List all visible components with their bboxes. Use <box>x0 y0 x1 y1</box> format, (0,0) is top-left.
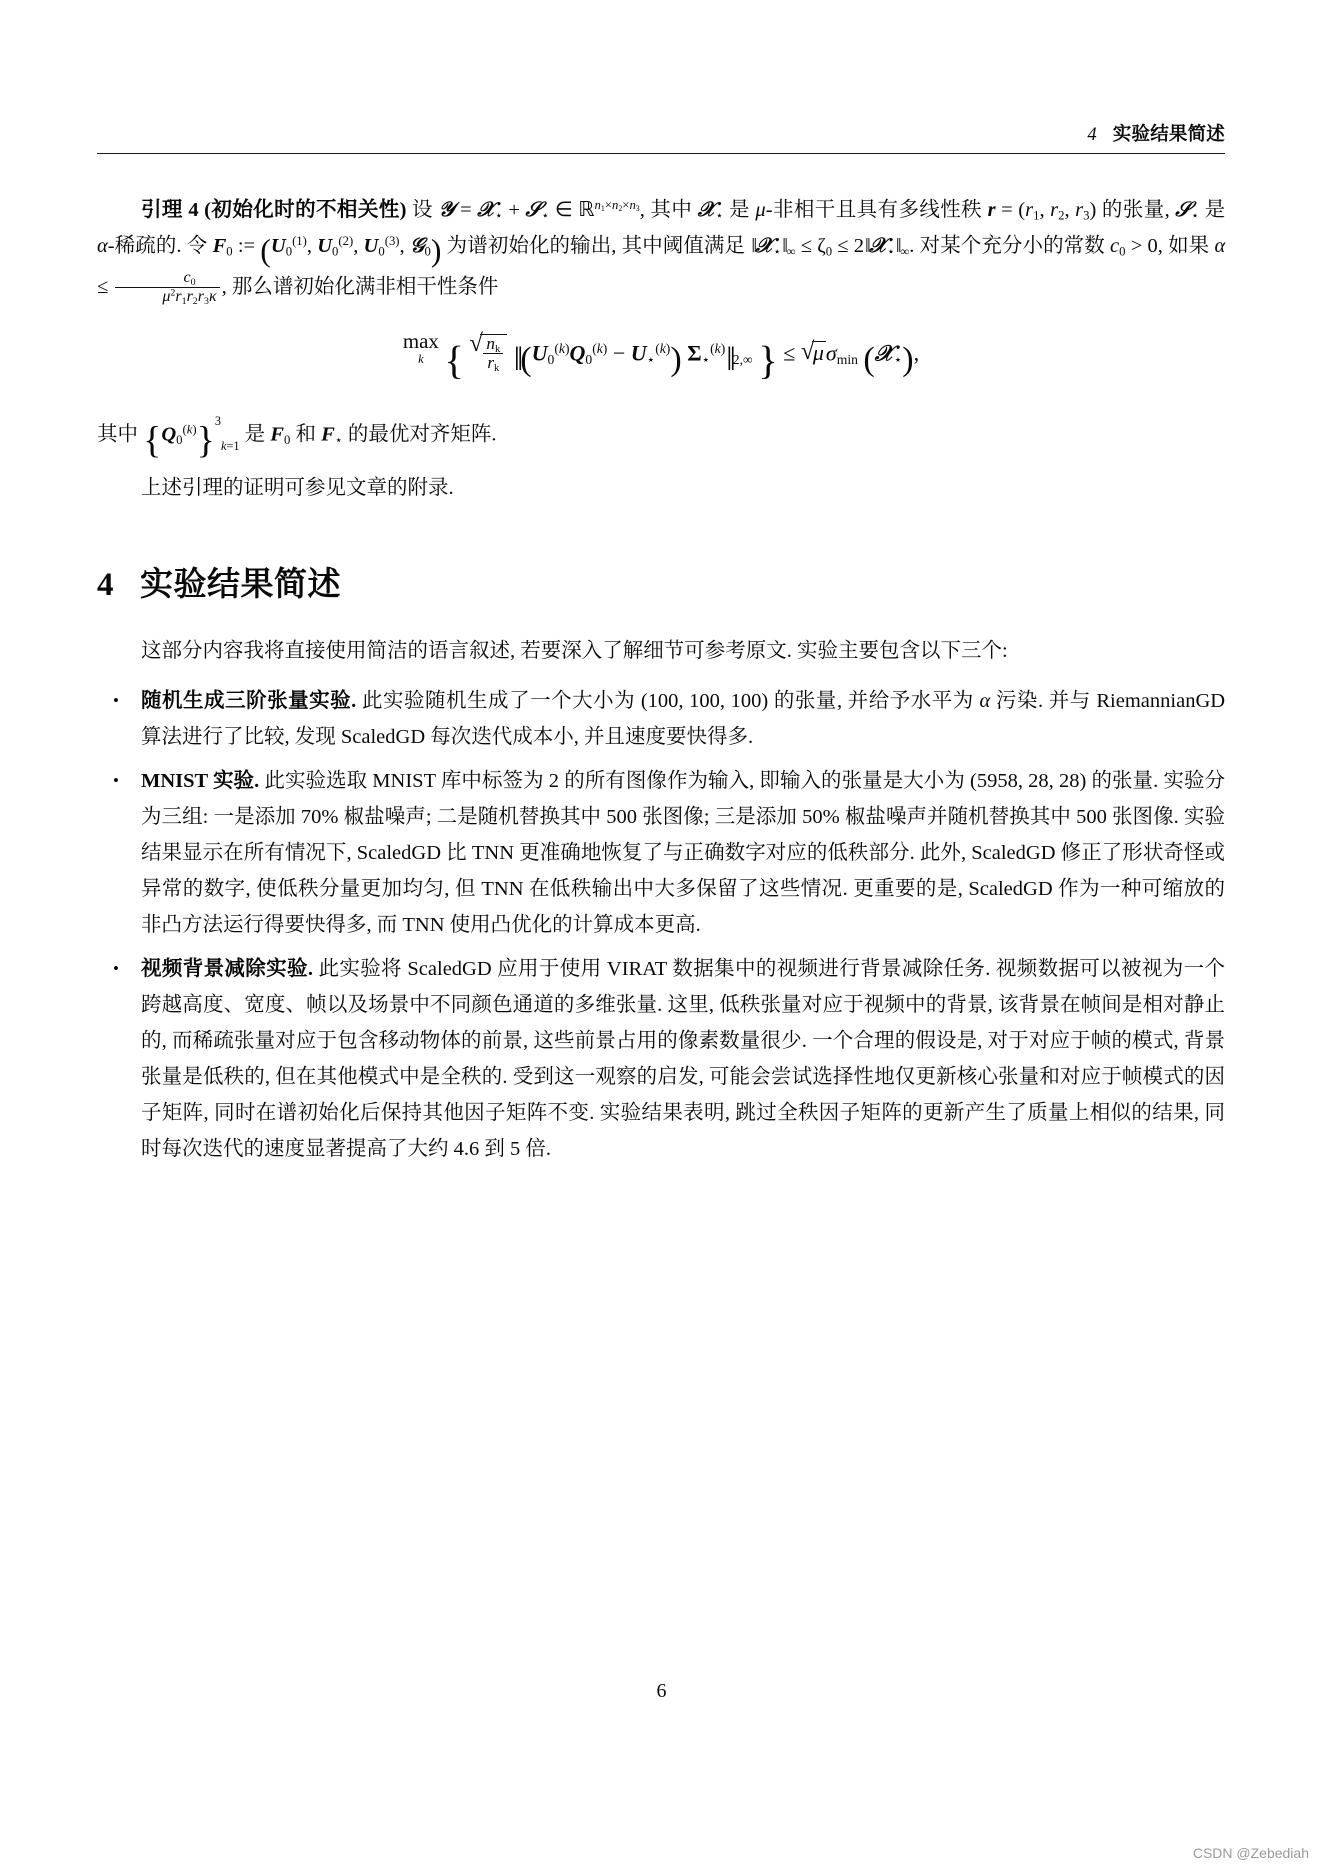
lemma-text-is-2: 是 <box>1204 199 1226 221</box>
after-eq-is: 是 <box>244 423 266 446</box>
running-header <box>97 120 1225 153</box>
bullet-body-random-tensor-a: 此实验随机生成了一个大小为 (100, 100, 100) 的张量, 并给予水平为 <box>361 690 974 713</box>
sqrt-nk-rk: √ $\frac{n_k}{r_k}$ <box>469 334 507 373</box>
after-eq-prefix: 其中 <box>97 423 138 446</box>
bullet-title-mnist: MNIST 实验. <box>141 770 260 793</box>
bullet-title-random-tensor: 随机生成三阶张量实验. <box>141 690 357 713</box>
lemma-text-const: 对某个充分小的常数 <box>919 235 1105 257</box>
lemma-text-set: 设 <box>412 199 433 221</box>
lemma-text-sparse: -稀疏的. <box>107 235 182 257</box>
running-header-title: 实验结果简述 <box>1112 125 1225 145</box>
alpha-bound-fraction: $\frac{c_0}{\mu^2r_1r_2r_3\kappa}$ <box>115 269 219 305</box>
watermark: CSDN @Zebediah <box>1192 1845 1309 1861</box>
lemma-text-tail: 那么谱初始化满非相干性条件 <box>231 275 499 298</box>
lemma-paragraph: 引理 4 (初始化时的不相关性) 设 𝒴 = 𝒳$_⋆$ + 𝒮$_⋆$ ∈ ℝ$^{n_1\times n_2\times n_3}$, 其中 𝒳$_⋆$ 是 μ-非相干且具有多线性秩 $r = (r_1$, $r_2$, $r_3$) 的张量, 𝒮$_⋆$ 是 α-稀疏的. 令 $F_0$ := ($U_0^{(1)}$, $U_0^{(2)}$, $U_0^{(3)}$, 𝒢$_0$) 为谱初始化的输出, 其中阈值满足 $‖𝒳_⋆‖_\infty \le \zeta_0$ ≤ $2‖𝒳_⋆‖_\infty$. 对某个充分小的常数 $c_0 > 0$, 如果 α ≤ $\frac{c_0}{\mu^2r_1r_2r_3\kappa}$ , 那么谱初始化满非相干性条件 <box>97 198 1226 307</box>
lemma-text-among: 其中 <box>650 199 693 221</box>
sqrt-mu: √ μ <box>801 341 826 364</box>
bullet-body-mnist: 此实验选取 MNIST 库中标签为 2 的所有图像作为输入, 即输入的张量是大小为 (5958, 28, 28) 的张量. 实验分为三组: 一是添加 70% 椒盐噪声; 二是随机替换其中 500 张图像; 三是添加 50% 椒盐噪声并随机替换其中 500 张图像. 实验结果显示在所有情况下, ScaledGD 比 TNN 更准确地恢复了与正确数字对应的低秩部分. 此外, ScaledGD 修正了形状奇怪或异常的数字, 使低秩分量更加均匀, 但 TNN 在低秩输出中大多保留了这些情况. 更重要的是, ScaledGD 作为一种可缩放的非凸方法运行得要快得多, 而 TNN 使用凸优化的计算成本更高. <box>141 770 1225 937</box>
bullet-title-video-bg: 视频背景减除实验. <box>141 958 313 981</box>
intro-paragraph: 这部分内容我将直接使用简洁的语言叙述, 若要深入了解细节可参考原文. 实验主要包含以下三个: <box>141 640 1008 663</box>
proof-note-paragraph: 上述引理的证明可参见文章的附录. <box>141 477 454 500</box>
after-eq-tail: 的最优对齐矩阵. <box>347 423 497 446</box>
display-equation: max k { √ $\frac{n_k}{r_k}$ $‖(U_0^{(k)}Q_0^{(k)} - U_⋆^{(k)})$ $\Sigma_⋆^{(k)}‖_{2,\infty}$ } ≤ √ $\mu\sigma_{min}$ (𝒳$_⋆$), <box>97 331 1225 381</box>
lemma-text-output: 为谱初始化的输出, 其中阈值满足 <box>446 235 746 257</box>
experiments-list <box>97 683 1225 1167</box>
header-rule <box>97 153 1225 154</box>
lemma-text-is-1: 是 <box>728 199 750 221</box>
list-item <box>97 763 1225 943</box>
page-content <box>97 120 1225 1175</box>
lemma-label: 引理 4 (初始化时的不相关性) <box>141 199 407 221</box>
lemma-text-let: 令 <box>186 235 208 257</box>
bullet-body-video-bg: 此实验将 ScaledGD 应用于使用 VIRAT 数据集中的视频进行背景减除任务. 视频数据可以被视为一个跨越高度、宽度、帧以及场景中不同颜色通道的多维张量. 这里, 低秩张量对应于视频中的背景, 该背景在帧间是相对静止的, 而稀疏张量对应于包含移动物体的前景, 这些前景占用的像素数量很少. 一个合理的假设是, 对于对应于帧的模式, 背景张量是低秩的, 但在其他模式中是全秩的. 受到这一观察的启发, 可能会尝试选择性地仅更新核心张量和对应于帧模式的因子矩阵, 同时在谱初始化后保持其他因子矩阵不变. 实验结果表明, 跳过全秩因子矩阵的更新产生了质量上相似的结果, 同时每次迭代的速度显著提高了大约 4.6 到 5 倍. <box>141 958 1225 1161</box>
section-number: 4 <box>97 567 114 604</box>
list-item <box>97 951 1225 1167</box>
after-equation-paragraph: 其中 $\{Q_0^{(k)}\}^3_{k=1}$ 是 $F_0$ 和 $F_⋆$ 的最优对齐矩阵. <box>97 413 497 462</box>
after-eq-and: 和 <box>295 423 316 446</box>
bullet-body-random-tensor-b: 污染. 并与 RiemannianGD 算法进行了比较, 发现 ScaledGD 每次迭代成本小, 并且速度要快得多. <box>141 690 1226 749</box>
max-operator: max k <box>402 328 439 366</box>
lemma-text-tensor: 的张量, <box>1101 199 1170 221</box>
list-item: • 随机生成三阶张量实验. 此实验随机生成了一个大小为 (100, 100, 100) 的张量, 并给予水平为 α 污染. 并与 RiemannianGD 算法进行了比较, 发现 ScaledGD 每次迭代成本小, 并且速度要快得多. <box>97 683 1225 755</box>
running-header-number: 4 <box>1087 125 1097 145</box>
page-number: 6 <box>656 1680 667 1702</box>
section-heading <box>97 558 1225 605</box>
lemma-text-mu: -非相干且具有多线性秩 <box>765 199 983 221</box>
lemma-math-y: 𝒴 <box>438 199 455 221</box>
lemma-text-if: 如果 <box>1168 235 1210 257</box>
section-title: 实验结果简述 <box>140 567 341 604</box>
